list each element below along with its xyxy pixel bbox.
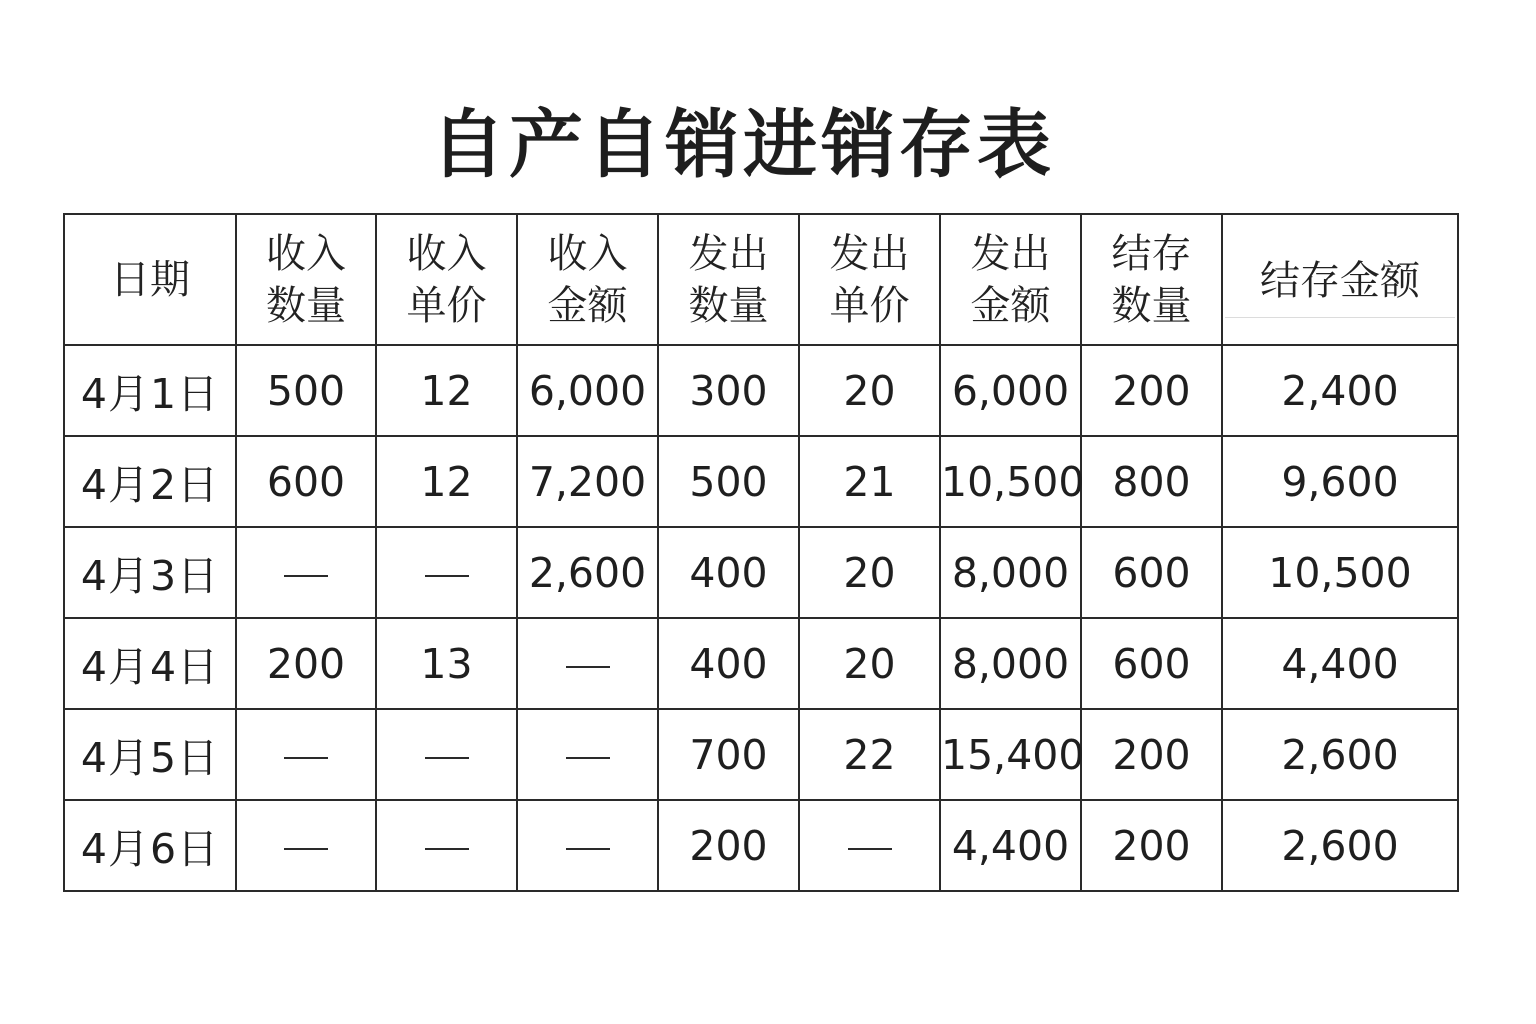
cell-value: 4,400 (1281, 639, 1399, 688)
cell-balance-qty (1081, 345, 1222, 436)
table-row (64, 709, 1458, 800)
cell-value: 4月6日 (80, 825, 220, 873)
cell-value: 300 (689, 366, 768, 415)
cell-value: 6,000 (951, 366, 1070, 415)
cell-income-price (376, 709, 517, 800)
cell-income-qty (236, 800, 376, 891)
cell-date (64, 800, 236, 891)
cell-balance-amount (1222, 709, 1458, 800)
cell-issue-amount (940, 436, 1085, 527)
cell-value: 2,400 (1281, 366, 1399, 415)
header-line1: 收入 (406, 230, 487, 277)
cell-value: 20 (843, 548, 896, 597)
cell-balance-qty (1081, 527, 1222, 618)
header-line1: 收入 (547, 230, 628, 277)
cell-balance-amount (1222, 436, 1458, 527)
header-date (64, 214, 236, 345)
cell-issue-price (799, 345, 940, 436)
header-line1: 结存 (1111, 230, 1192, 277)
cell-balance-amount (1222, 345, 1458, 436)
cell-value: 8,000 (951, 639, 1070, 688)
cell-value: 4月1日 (80, 370, 220, 418)
cell-value: 200 (1112, 821, 1191, 870)
cell-value: 7,200 (528, 457, 647, 506)
header-line1: 收入 (266, 230, 346, 277)
cell-income-amount (517, 436, 658, 527)
cell-value: 600 (266, 457, 346, 506)
cell-income-qty (236, 345, 376, 436)
cell-issue-qty (658, 618, 799, 709)
table-row (64, 345, 1458, 436)
cell-value: 600 (1112, 548, 1191, 597)
cell-value: 400 (689, 548, 768, 597)
cell-value: 2,600 (1281, 730, 1399, 779)
cell-balance-qty (1081, 709, 1222, 800)
header-income-qty (236, 214, 376, 345)
header-line2: 金额 (970, 282, 1051, 329)
cell-income-qty (236, 709, 376, 800)
cell-issue-amount (940, 618, 1081, 709)
cell-issue-amount (940, 709, 1085, 800)
cell-value: 400 (689, 639, 768, 688)
table-row (64, 527, 1458, 618)
cell-value: 2,600 (528, 548, 647, 597)
header-income-amount (517, 214, 658, 345)
cell-value: 4月3日 (80, 552, 220, 600)
header-balance-amount (1222, 214, 1458, 345)
inventory-table (63, 213, 1459, 892)
empty-dash (284, 757, 328, 759)
cell-income-price (376, 436, 517, 527)
cell-income-price (376, 527, 517, 618)
cell-income-qty (236, 436, 376, 527)
cell-value: 4月5日 (80, 734, 220, 782)
cell-date (64, 436, 236, 527)
cell-value: 20 (843, 639, 896, 688)
cell-value: 2,600 (1281, 821, 1399, 870)
table-row (64, 618, 1458, 709)
cell-value: 15,400 (941, 730, 1085, 779)
table-body (64, 345, 1458, 891)
cell-income-amount (517, 618, 658, 709)
header-issue-amount (940, 214, 1081, 345)
header-line2: 数量 (688, 282, 769, 329)
header-line2: 单价 (406, 282, 487, 329)
empty-dash (284, 848, 328, 850)
header-line1: 发出 (688, 230, 769, 277)
cell-value: 200 (266, 639, 346, 688)
header-line2: 数量 (1111, 282, 1192, 329)
cell-balance-qty (1081, 436, 1222, 527)
header-line1: 发出 (829, 230, 910, 277)
cell-issue-price (799, 618, 940, 709)
cell-value: 12 (420, 366, 473, 415)
header-income-price (376, 214, 517, 345)
cell-issue-price (799, 709, 940, 800)
cell-value: 4月2日 (80, 461, 220, 509)
cell-income-qty (236, 527, 376, 618)
cell-date (64, 345, 236, 436)
cell-value: 21 (843, 457, 896, 506)
cell-value: 20 (843, 366, 896, 415)
cell-value: 12 (420, 457, 473, 506)
header-row (64, 214, 1458, 345)
cell-value: 800 (1112, 457, 1191, 506)
cell-value: 200 (1112, 366, 1191, 415)
header-line2: 单价 (829, 282, 910, 329)
empty-dash (566, 666, 610, 668)
empty-dash (425, 575, 469, 577)
cell-value: 500 (689, 457, 768, 506)
empty-dash (425, 757, 469, 759)
cell-issue-price (799, 800, 940, 891)
header-date-label: 日期 (110, 256, 190, 303)
cell-date (64, 618, 236, 709)
cell-date (64, 527, 236, 618)
cell-value: 22 (843, 730, 896, 779)
cell-issue-amount (940, 527, 1081, 618)
header-line2: 数量 (266, 282, 346, 329)
cell-balance-amount (1222, 800, 1458, 891)
cell-issue-qty (658, 527, 799, 618)
cell-income-amount (517, 709, 658, 800)
cell-issue-price (799, 527, 940, 618)
empty-dash (425, 848, 469, 850)
cell-value: 8,000 (951, 548, 1070, 597)
cell-value: 4月4日 (80, 643, 220, 691)
cell-issue-qty (658, 436, 799, 527)
cell-income-amount (517, 800, 658, 891)
header-balance-qty (1081, 214, 1222, 345)
cell-value: 6,000 (528, 366, 647, 415)
page-title: 自产自销进销存表 (431, 102, 1055, 188)
header-line2: 金额 (547, 282, 628, 329)
cell-date (64, 709, 236, 800)
cell-value: 4,400 (951, 821, 1070, 870)
header-line1: 发出 (970, 230, 1051, 277)
header-issue-price (799, 214, 940, 345)
empty-dash (566, 757, 610, 759)
cell-value: 10,500 (941, 457, 1085, 506)
cell-value: 500 (266, 366, 346, 415)
cell-issue-qty (658, 709, 799, 800)
header-balance-amount-label: 结存金额 (1225, 241, 1455, 318)
cell-issue-qty (658, 345, 799, 436)
cell-balance-qty (1081, 618, 1222, 709)
cell-value: 9,600 (1281, 457, 1399, 506)
cell-issue-qty (658, 800, 799, 891)
cell-balance-amount (1222, 618, 1458, 709)
cell-value: 700 (689, 730, 768, 779)
empty-dash (566, 848, 610, 850)
header-issue-qty (658, 214, 799, 345)
cell-income-qty (236, 618, 376, 709)
cell-income-amount (517, 345, 658, 436)
cell-issue-price (799, 436, 940, 527)
cell-value: 13 (420, 639, 473, 688)
cell-balance-qty (1081, 800, 1222, 891)
cell-income-amount (517, 527, 658, 618)
cell-income-price (376, 618, 517, 709)
table-row (64, 436, 1458, 527)
empty-dash (284, 575, 328, 577)
cell-issue-amount (940, 800, 1081, 891)
cell-value: 600 (1112, 639, 1191, 688)
cell-value: 10,500 (1268, 548, 1412, 597)
cell-value: 200 (689, 821, 768, 870)
empty-dash (848, 848, 892, 850)
cell-balance-amount (1222, 527, 1458, 618)
table-row (64, 800, 1458, 891)
cell-value: 200 (1112, 730, 1191, 779)
cell-income-price (376, 800, 517, 891)
cell-income-price (376, 345, 517, 436)
cell-issue-amount (940, 345, 1081, 436)
